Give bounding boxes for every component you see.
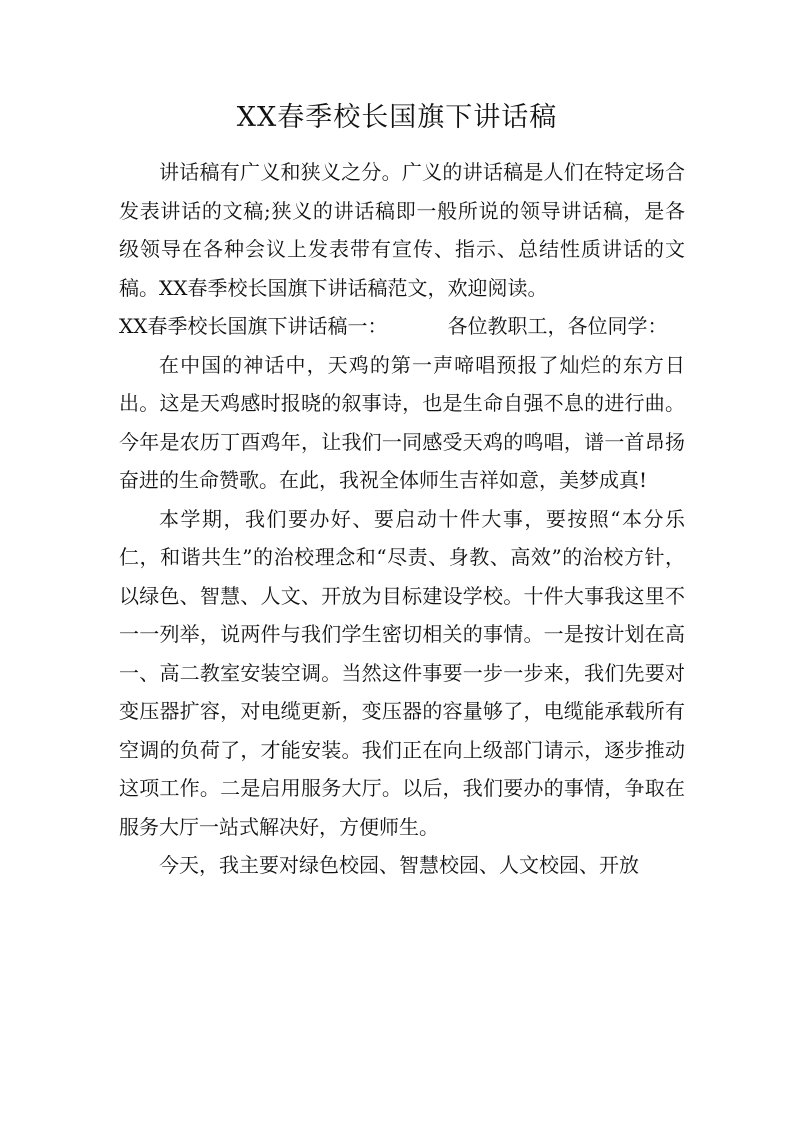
paragraph-today: 今天，我主要对绿色校园、智慧校园、人文校园、开放 — [159, 853, 639, 877]
section-heading: XX春季校长国旗下讲话稿一： — [119, 314, 388, 338]
greeting: 各位教职工，各位同学： — [447, 314, 668, 338]
section-heading-line — [119, 307, 685, 346]
intro-paragraph: 讲话稿有广义和狭义之分。广义的讲话稿是人们在特定场合发表讲话的文稿;狭义的讲话稿即一般所说的领导讲话稿，是各级领导在各种会议上发表带有宣传、指示、总结性质讲话的文稿。XX春季校长国旗下讲话稿范文，欢迎阅读。 — [119, 160, 685, 300]
document-body — [119, 153, 685, 885]
paragraph-rooster: 在中国的神话中，天鸡的第一声啼唱预报了灿烂的东方日出。这是天鸡感时报晓的叙事诗，也是生命自强不息的进行曲。今年是农历丁酉鸡年，让我们一同感受天鸡的鸣唱，谱一首昂扬奋进的生命赞歌。在此，我祝全体师生吉祥如意，美梦成真! — [119, 352, 685, 492]
paragraph-semester-plans: 本学期，我们要办好、要启动十件大事，要按照“本分乐仁，和谐共生”的治校理念和“尽责、身教、高效”的治校方针，以绿色、智慧、人文、开放为目标建设学校。十件大事我这里不一一列举，说两件与我们学生密切相关的事情。一是按计划在高一、高二教室安装空调。当然这件事要一步一步来，我们先要对变压器扩容，对电缆更新，变压器的容量够了，电缆能承载所有空调的负荷了，才能安装。我们正在向上级部门请示，逐步推动这项工作。二是启用服务大厅。以后，我们要办的事情，争取在服务大厅一站式解决好，方便师生。 — [119, 506, 685, 839]
document-title: XX春季校长国旗下讲话稿 — [236, 102, 558, 133]
